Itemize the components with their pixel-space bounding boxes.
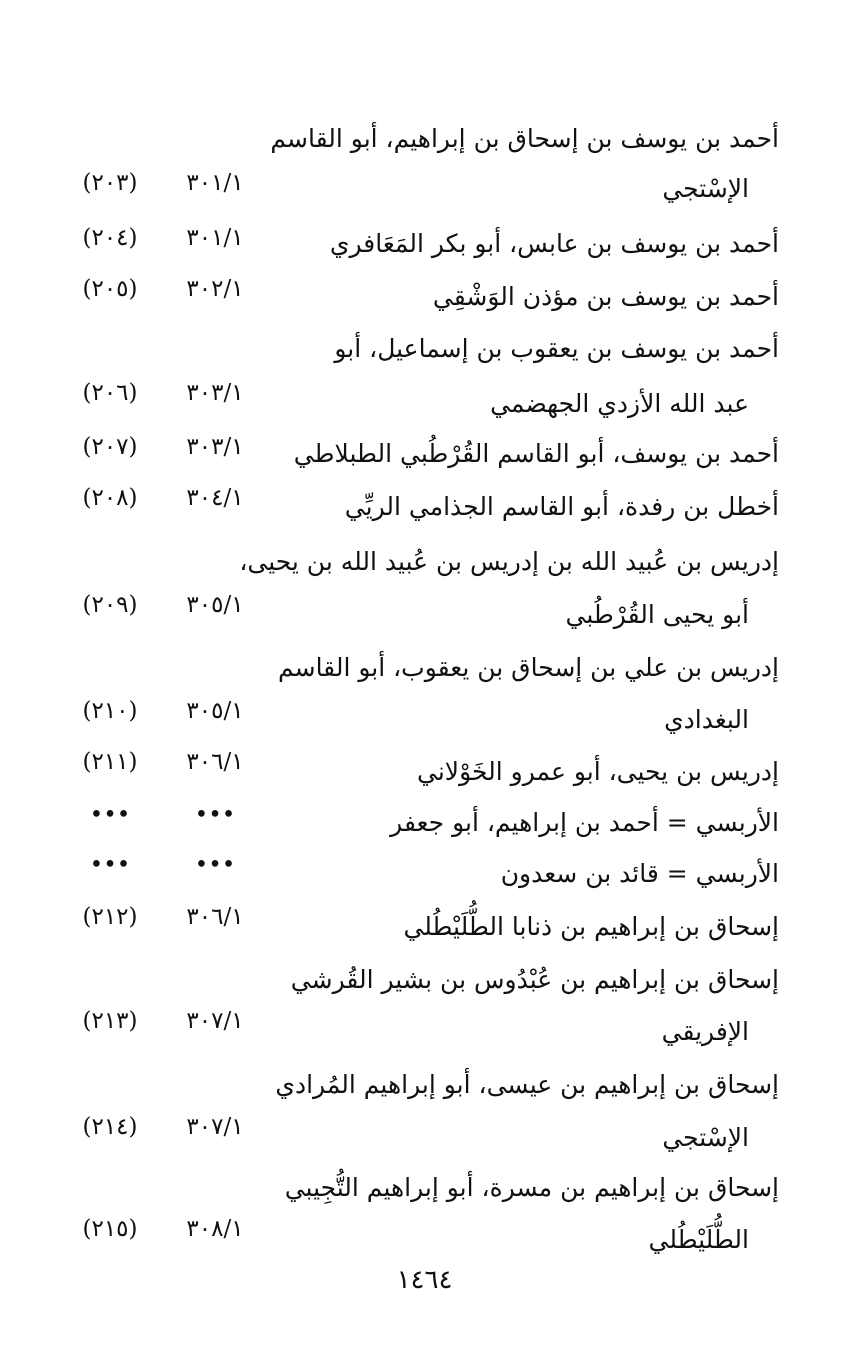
volume-page-ref: ٣٠٣/١ xyxy=(186,380,244,406)
volume-page-ref: ••• xyxy=(194,802,236,828)
entry-number: (٢١٣) xyxy=(82,1008,138,1034)
entry-number: (٢٠٤) xyxy=(82,225,138,251)
volume-page-ref: ٣٠٦/١ xyxy=(186,749,244,775)
entry-line: أحمد بن يوسف، أبو القاسم القُرْطُبي الطبلاطي xyxy=(293,439,779,468)
entry-line: أحمد بن يوسف بن يعقوب بن إسماعيل، أبو xyxy=(334,334,779,363)
entry-number: (٢٠٩) xyxy=(82,592,138,618)
volume-page-ref: ٣٠٥/١ xyxy=(186,698,244,724)
volume-page-ref: ٣٠٤/١ xyxy=(186,485,244,511)
volume-page-ref: ٣٠٦/١ xyxy=(186,904,244,930)
entry-number: (٢١١) xyxy=(82,749,138,775)
entry-line: أحمد بن يوسف بن عابس، أبو بكر المَعَافري xyxy=(329,229,779,258)
page-number: ١٤٦٤ xyxy=(396,1265,453,1295)
volume-page-ref: ٣٠٥/١ xyxy=(186,592,244,618)
entry-line: أحمد بن يوسف بن مؤذن الوَشْقِي xyxy=(432,282,779,311)
entry-number: ••• xyxy=(89,852,131,878)
entry-line: إسحاق بن إبراهيم بن عُبْدُوس بن بشير القُرشي xyxy=(290,965,779,994)
entry-line: الأربسي = قائد بن سعدون xyxy=(500,859,779,888)
entry-number: (٢٠٦) xyxy=(82,380,138,406)
entry-number: (٢١٠) xyxy=(82,698,138,724)
entry-line: إسحاق بن إبراهيم بن عيسى، أبو إبراهيم المُرادي xyxy=(275,1070,779,1099)
entry-number: (٢١٥) xyxy=(82,1216,138,1242)
entry-line: الإسْتجي xyxy=(662,174,749,203)
volume-page-ref: ٣٠٨/١ xyxy=(186,1216,244,1242)
entry-line: إدريس بن علي بن إسحاق بن يعقوب، أبو القاسم xyxy=(277,653,779,682)
entry-number: (٢١٢) xyxy=(82,904,138,930)
entry-number: (٢٠٥) xyxy=(82,276,138,302)
entry-number: (٢١٤) xyxy=(82,1114,138,1140)
volume-page-ref: ٣٠١/١ xyxy=(186,225,244,251)
entry-number: (٢٠٨) xyxy=(82,485,138,511)
entry-number: ••• xyxy=(89,802,131,828)
entry-line: الأربسي = أحمد بن إبراهيم، أبو جعفر xyxy=(390,808,779,837)
entry-line: أخطل بن رفدة، أبو القاسم الجذامي الريِّي xyxy=(344,492,779,521)
volume-page-ref: ٣٠٣/١ xyxy=(186,434,244,460)
entry-line: إسحاق بن إبراهيم بن ذنابا الطُّلَيْطُلي xyxy=(403,912,779,941)
entry-line: إدريس بن عُبيد الله بن إدريس بن عُبيد الله بن يحيى، xyxy=(239,547,779,576)
entry-line: أحمد بن يوسف بن إسحاق بن إبراهيم، أبو القاسم xyxy=(270,124,779,153)
entry-line: الطُّلَيْطُلي xyxy=(648,1225,749,1254)
entry-line: أبو يحيى القُرْطُبي xyxy=(565,600,749,629)
entry-line: إدريس بن يحيى، أبو عمرو الخَوْلاني xyxy=(417,757,779,786)
entry-number: (٢٠٧) xyxy=(82,434,138,460)
entry-number: (٢٠٣) xyxy=(82,170,138,196)
volume-page-ref: ٣٠١/١ xyxy=(186,170,244,196)
volume-page-ref: ٣٠٧/١ xyxy=(186,1008,244,1034)
entry-line: البغدادي xyxy=(664,705,749,734)
volume-page-ref: ٣٠٢/١ xyxy=(186,276,244,302)
volume-page-ref: ٣٠٧/١ xyxy=(186,1114,244,1140)
volume-page-ref: ••• xyxy=(194,852,236,878)
entry-line: الإفريقي xyxy=(661,1017,749,1046)
entry-line: عبد الله الأزدي الجهضمي xyxy=(490,389,749,418)
entry-line: إسحاق بن إبراهيم بن مسرة، أبو إبراهيم التُّجِيبي xyxy=(284,1173,779,1202)
entry-line: الإسْتجي xyxy=(662,1123,749,1152)
